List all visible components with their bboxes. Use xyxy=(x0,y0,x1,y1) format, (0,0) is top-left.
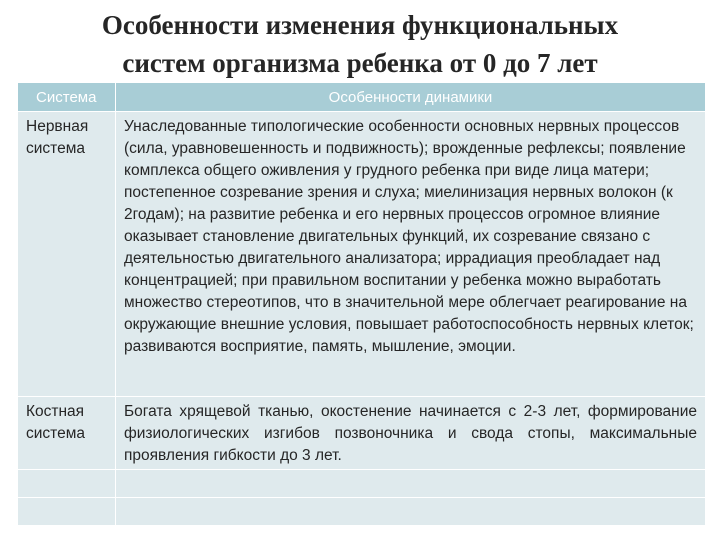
header-dynamics: Особенности динамики xyxy=(116,83,706,112)
system-name-line1: Костная xyxy=(26,403,85,420)
table-row xyxy=(18,112,706,397)
description-cell: Богата хрящевой тканью, окостенение начинается с 2-3 лет, формирование физиологических изгибов позвоночника и свода стопы, максимальные проявления гибкости до 3 лет. xyxy=(116,397,706,470)
title-line-2: систем организма ребенка от 0 до 7 лет xyxy=(122,48,598,78)
table-header-row xyxy=(18,83,706,112)
empty-cell xyxy=(18,470,116,498)
system-cell xyxy=(18,112,116,397)
features-table xyxy=(17,83,706,526)
empty-cell xyxy=(116,470,706,498)
page-title xyxy=(0,6,720,82)
empty-cell xyxy=(18,498,116,526)
title-line-1: Особенности изменения функциональных xyxy=(101,10,619,40)
system-cell xyxy=(18,397,116,470)
empty-row xyxy=(18,470,706,498)
description-cell: Унаследованные типологические особенности основных нервных процессов (сила, уравновешенность и подвижность); врожденные рефлексы; появление комплекса общего оживления у грудного ребенка при виде лица матери; постепенное созревание зрения и слуха; миелинизация нервных волокон (к 2годам); на развитие ребенка и его нервных процессов огромное влияние оказывает становление двигательных функций, их созревание связано с деятельностью двигательного анализатора; иррадиация преобладает над концентрацией; при правильном воспитании у ребенка можно выработать множество стереотипов, что в значительной мере облегчает реагирование на окружающие внешние условия, повышает работоспособность нервных клеток; развиваются восприятие, память, мышление, эмоции. xyxy=(116,112,706,397)
system-name-line2: система xyxy=(26,425,85,442)
table-row xyxy=(18,397,706,470)
system-name-line2: система xyxy=(26,140,85,157)
empty-row xyxy=(18,498,706,526)
system-name-line1: Нервная xyxy=(26,118,89,135)
header-system: Система xyxy=(18,83,116,112)
empty-cell xyxy=(116,498,706,526)
